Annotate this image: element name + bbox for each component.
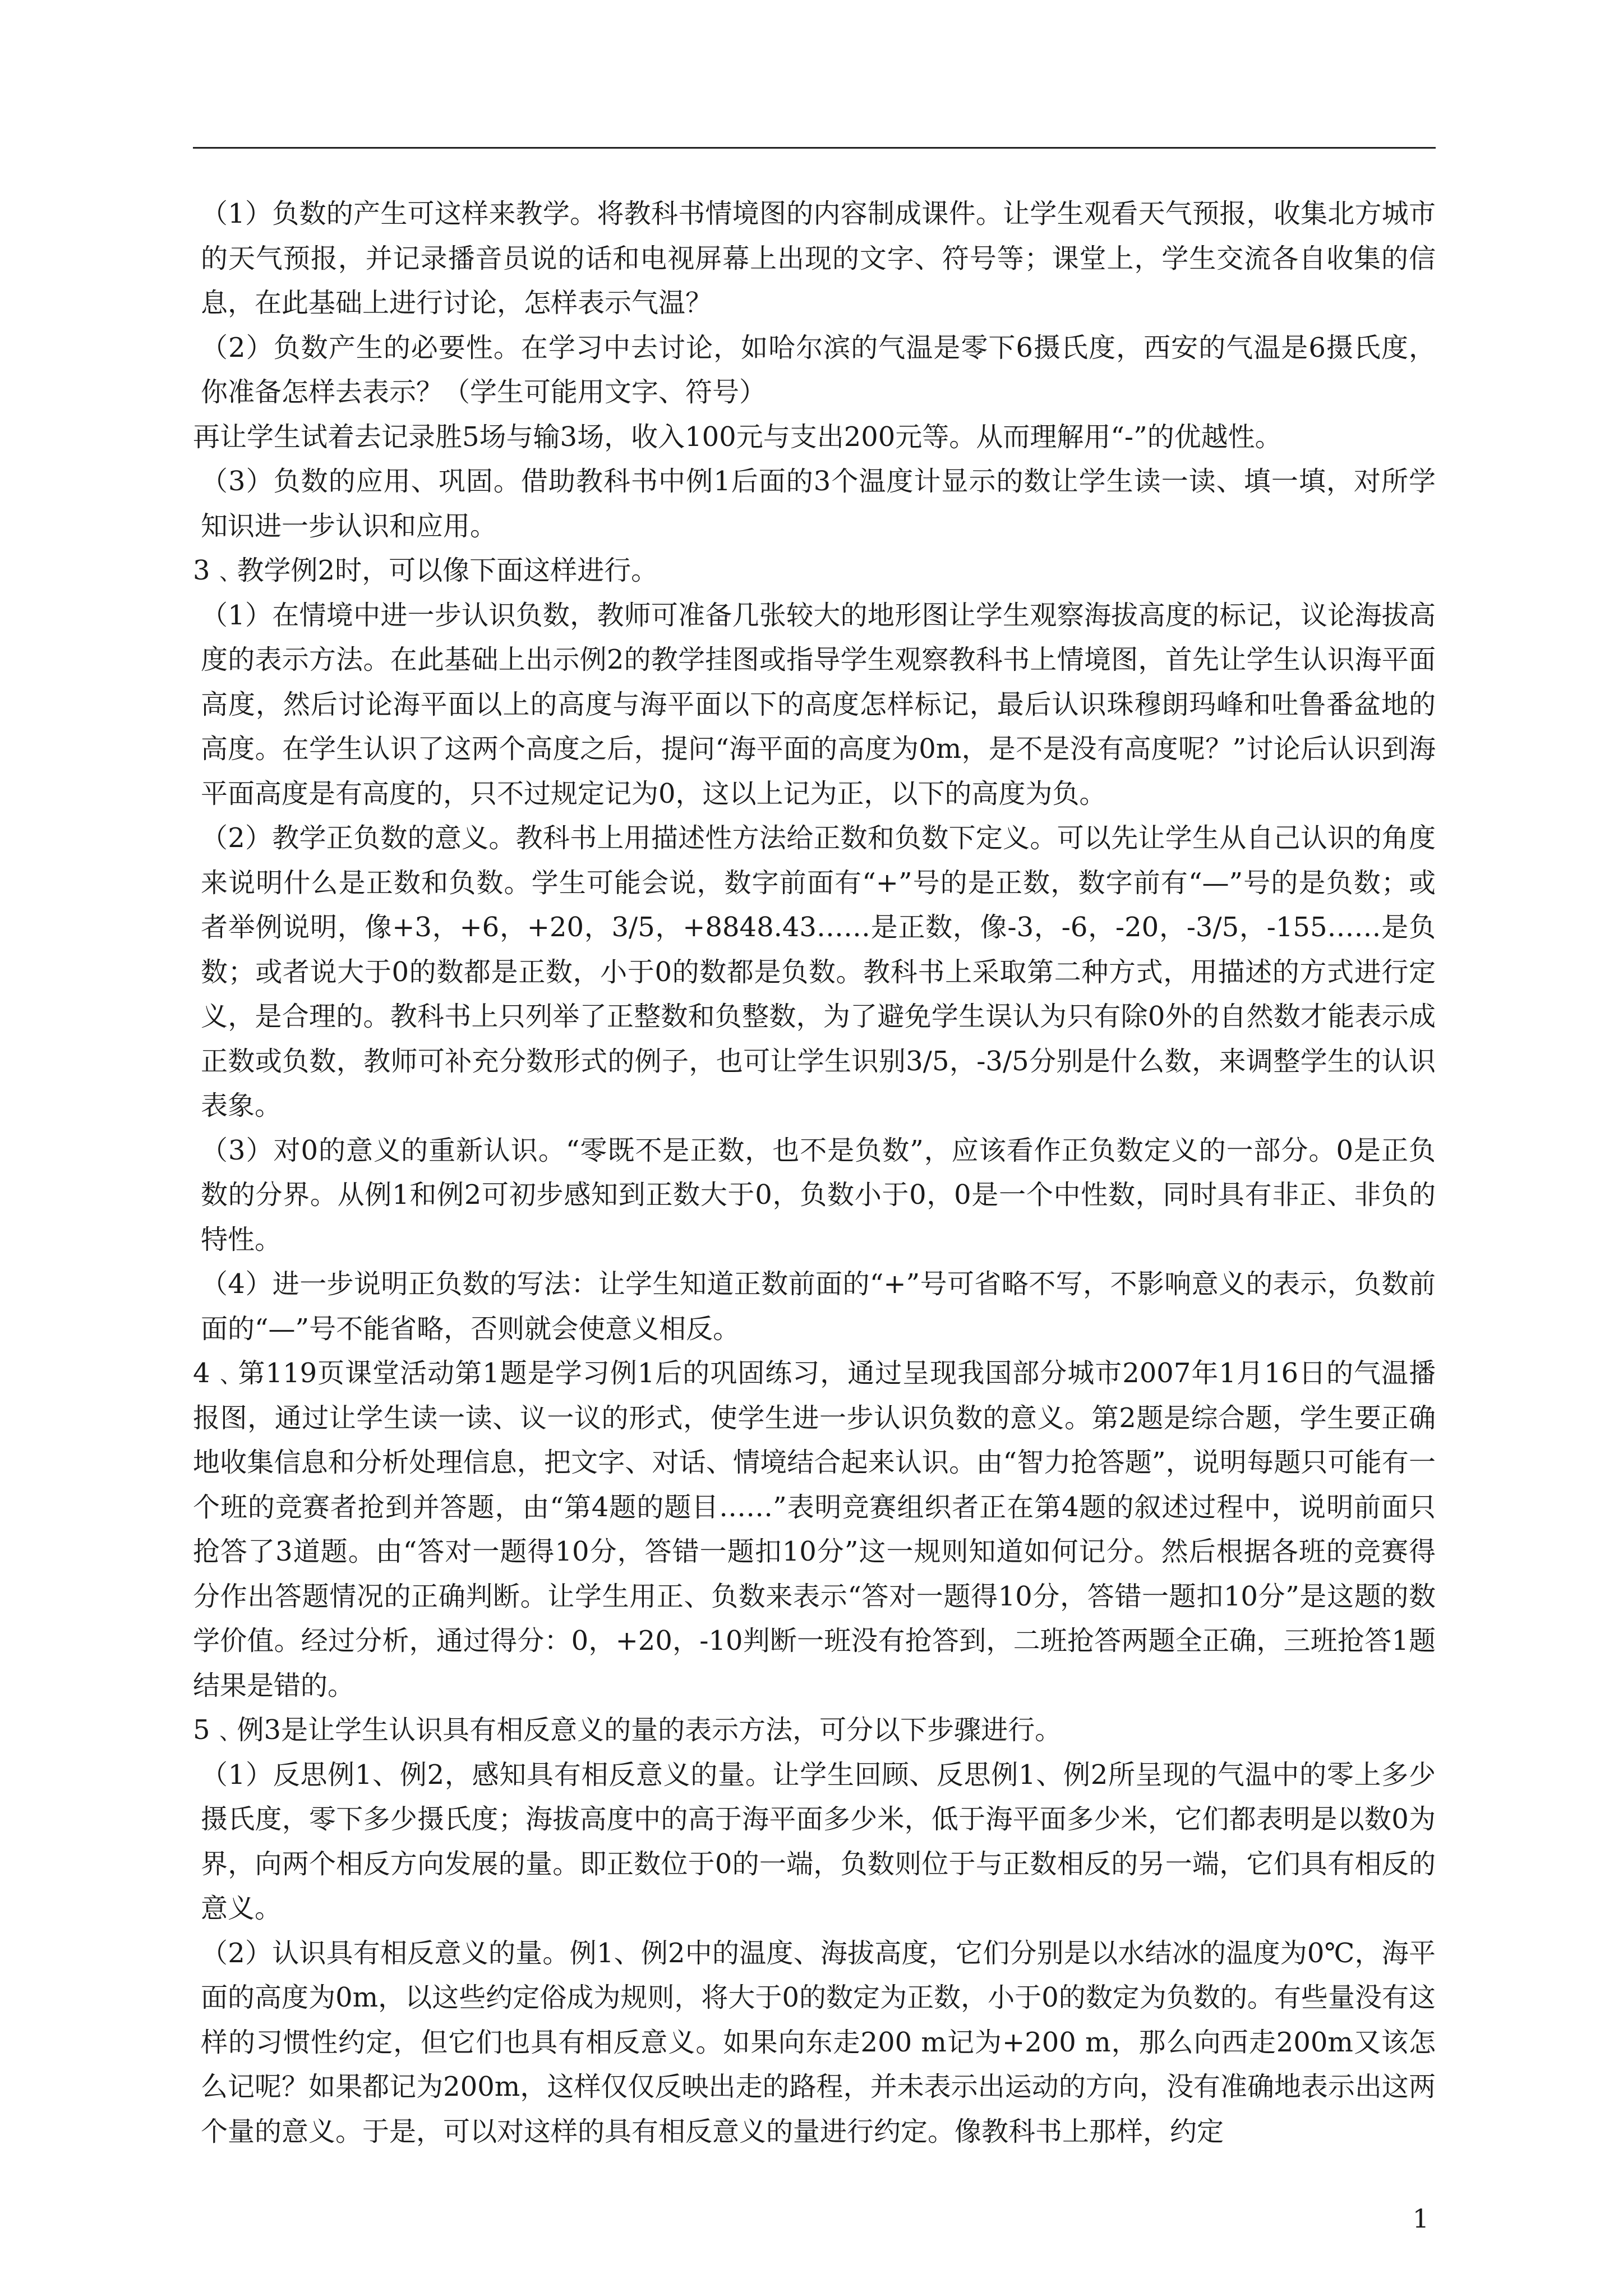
paragraph: （1）反思例1、例2，感知具有相反意义的量。让学生回顾、反思例1、例2所呈现的气温中的零上多少摄氏度，零下多少摄氏度；海拔高度中的高于海平面多少米，低于海平面多少米，它们都表明是以数0为界，向两个相反方向发展的量。即正数位于0的一端，负数则位于与正数相反的另一端，它们具有相反的意义。	[201, 1759, 1436, 1924]
section-heading: 3﹑教学例2时，可以像下面这样进行。	[193, 555, 658, 586]
document-body	[193, 192, 1436, 2154]
page-number: 1	[1412, 2203, 1429, 2234]
paragraph: 再让学生试着去记录胜5场与输3场，收入100元与支出200元等。从而理解用“-”的优越性。	[193, 421, 1282, 453]
header-rule	[193, 147, 1436, 149]
paragraph: （1）在情境中进一步认识负数，教师可准备几张较大的地形图让学生观察海拔高度的标记，议论海拔高度的表示方法。在此基础上出示例2的教学挂图或指导学生观察教科书上情境图，首先让学生认识海平面高度，然后讨论海平面以上的高度与海平面以下的高度怎样标记，最后认识珠穆朗玛峰和吐鲁番盆地的高度。在学生认识了这两个高度之后，提问“海平面的高度为0m，是不是没有高度呢？”讨论后认识到海平面高度是有高度的，只不过规定记为0，这以上记为正，以下的高度为负。	[201, 599, 1436, 809]
paragraph: （4）进一步说明正负数的写法：让学生知道正数前面的“+”号可省略不写，不影响意义的表示，负数前面的“—”号不能省略，否则就会使意义相反。	[201, 1268, 1436, 1345]
paragraph: （3）负数的应用、巩固。借助教科书中例1后面的3个温度计显示的数让学生读一读、填一填，对所学知识进一步认识和应用。	[201, 466, 1436, 542]
paragraph: （3）对0的意义的重新认识。“零既不是正数，也不是负数”，应该看作正负数定义的一部分。0是正负数的分界。从例1和例2可初步感知到正数大于0，负数小于0，0是一个中性数，同时具有非正、非负的特性。	[201, 1134, 1436, 1255]
paragraph: （2）教学正负数的意义。教科书上用描述性方法给正数和负数下定义。可以先让学生从自己认识的角度来说明什么是正数和负数。学生可能会说，数字前面有“+”号的是正数，数字前有“—”号的是负数；或者举例说明，像+3，+6，+20，3/5，+8848.43……是正数，像-3，-6，-20，-3/5，-155……是负数；或者说大于0的数都是正数，小于0的数都是负数。教科书上采取第二种方式，用描述的方式进行定义，是合理的。教科书上只列举了正整数和负整数，为了避免学生误认为只有除0外的自然数才能表示成正数或负数，教师可补充分数形式的例子，也可让学生识别3/5，-3/5分别是什么数，来调整学生的认识表象。	[201, 822, 1436, 1121]
paragraph: 4﹑第119页课堂活动第1题是学习例1后的巩固练习，通过呈现我国部分城市2007年1月16日的气温播报图，通过让学生读一读、议一议的形式，使学生进一步认识负数的意义。第2题是综合题，学生要正确地收集信息和分析处理信息，把文字、对话、情境结合起来认识。由“智力抢答题”，说明每题只可能有一个班的竞赛者抢到并答题，由“第4题的题目……”表明竞赛组织者正在第4题的叙述过程中，说明前面只抢答了3道题。由“答对一题得10分，答错一题扣10分”这一规则知道如何记分。然后根据各班的竞赛得分作出答题情况的正确判断。让学生用正、负数来表示“答对一题得10分，答错一题扣10分”是这题的数学价值。经过分析，通过得分：0，+20，-10判断一班没有抢答到，二班抢答两题全正确，三班抢答1题结果是错的。	[193, 1358, 1436, 1701]
paragraph: （2）负数产生的必要性。在学习中去讨论，如哈尔滨的气温是零下6摄氏度，西安的气温是6摄氏度，你准备怎样去表示？（学生可能用文字、符号）	[201, 332, 1436, 408]
paragraph: （1）负数的产生可这样来教学。将教科书情境图的内容制成课件。让学生观看天气预报，收集北方城市的天气预报，并记录播音员说的话和电视屏幕上出现的文字、符号等；课堂上，学生交流各自收集的信息，在此基础上进行讨论，怎样表示气温？	[201, 198, 1436, 319]
paragraph: （2）认识具有相反意义的量。例1、例2中的温度、海拔高度，它们分别是以水结冰的温度为0℃，海平面的高度为0m，以这些约定俗成为规则，将大于0的数定为正数，小于0的数定为负数的。有些量没有这样的习惯性约定，但它们也具有相反意义。如果向东走200 m记为+200 m，那么向西走200m又该怎么记呢？如果都记为200m，这样仅仅反映出走的路程，并未表示出运动的方向，没有准确地表示出这两个量的意义。于是，可以对这样的具有相反意义的量进行约定。像教科书上那样，约定	[201, 1937, 1436, 2147]
section-heading: 5﹑例3是让学生认识具有相反意义的量的表示方法，可分以下步骤进行。	[193, 1714, 1062, 1746]
